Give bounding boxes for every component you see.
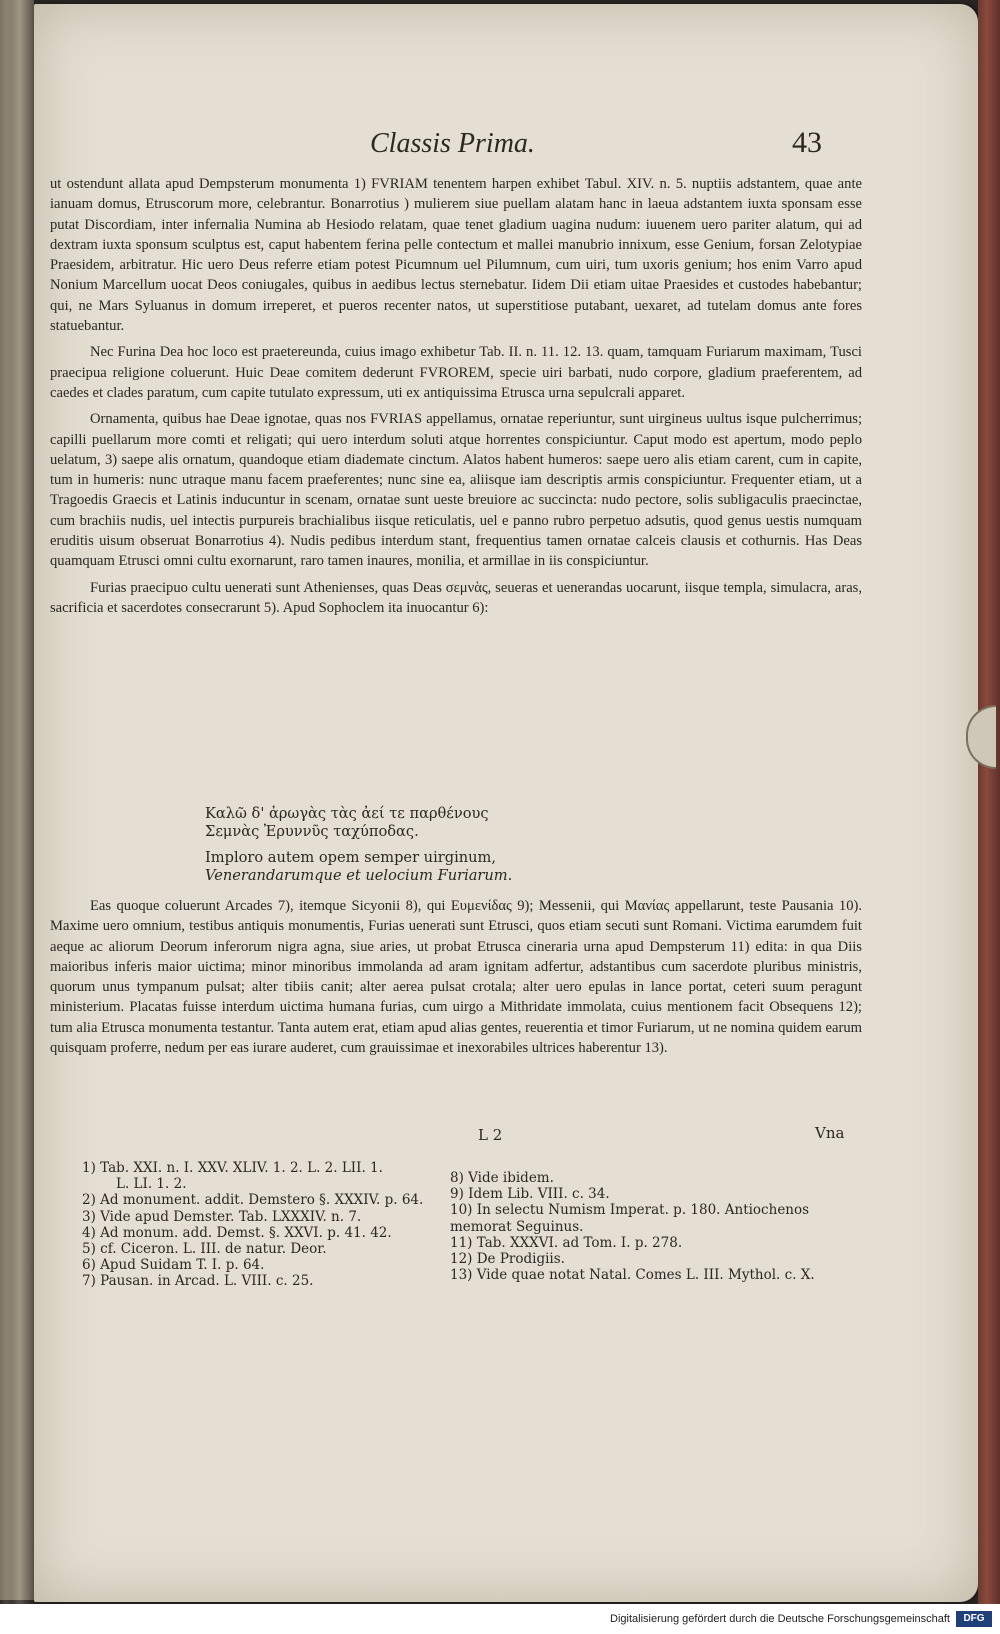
verse-line: Καλῶ δ' ἀρωγὰς τὰς ἀεί τε παρθένους (205, 805, 489, 822)
footnotes-right (450, 1170, 840, 1283)
footnote: 5) cf. Ciceron. L. III. de natur. Deor. (82, 1241, 327, 1258)
running-title: Classis Prima. (370, 128, 535, 159)
footnotes-left (82, 1160, 502, 1290)
page-header (50, 120, 862, 170)
page-number: 43 (792, 126, 822, 159)
footnote: 6) Apud Suidam T. I. p. 64. (82, 1257, 265, 1274)
catchword: Vna (815, 1124, 845, 1142)
footnote: L. LI. 1. 2. (116, 1176, 187, 1193)
footnote: 4) Ad monum. add. Demst. §. XXVI. p. 41. 42. (82, 1224, 392, 1241)
verse-line: Imploro autem opem semper uirginum, (205, 849, 497, 866)
footnote: 11) Tab. XXXVI. ad Tom. I. p. 278. (450, 1234, 683, 1251)
facing-page-edge (0, 0, 34, 1600)
body-text-continued (50, 896, 862, 1064)
verse-line: Venerandarumque et uelocium Furiarum. (205, 867, 513, 884)
paragraph: Nec Furina Dea hoc loco est praetereunda, cuius imago exhibetur Tab. II. n. 11. 12. 13. quam, tamquam Furiarum maximam, Tusci praecipua religione coluerunt. Huic Deae comitem dederunt FVROREM, specie uiri barbati, nudo corpore, gladium praeferentem, ad caedes et clades paratum, cum capite tutulato expressum, uti ex antiquissima Etrusca urna sepulcrali apparet. (50, 344, 862, 401)
funding-notice: Digitalisierung gefördert durch die Deutsche Forschungsgemeinschaft (610, 1613, 950, 1625)
paragraph: Eas quoque coluerunt Arcades 7), itemque Sicyonii 8), qui Ευμενίδας 9); Messenii, qui Μανίας appellarunt, teste Pausania 10). Maxime uero omnium, testibus antiquis monumentis, Furias uenerati sunt Etrusci, quos etiam secuti sunt Romani. Victima earumdem fuit aeque ac aliorum Deorum inferorum nigra agna, siue aries, ut probat Etrusca cineraria urna apud Dempsterum 11) edita: in qua Diis maioribus inferis maior uictima; minor minoribus immolanda ad aram ignitam adfertur, adstantibus cum sacerdote pluribus ministris, quorum unus tympanum pulsat; alter tibiis canit; alter aerea pulsat crotala; alter uero epulas in lance portat, ceteri suum peragunt ministerium. Placatas fuisse interdum uictima humana furias, cum uirgo a Mithridate immolata, cuius mentionem facit Obsequens 12); tum alia Etrusca monumenta testantur. Tanta autem erat, etiam apud alias gentes, reuerentia et timor Furiarum, ut ne nomina quidem earum quisquam proferre, nedum per eas iurare auderet, cum grauissimae et inexorabiles ultrices haberentur 13). (50, 898, 862, 1057)
footnote: 8) Vide ibidem. (450, 1170, 554, 1186)
footnote: 3) Vide apud Demster. Tab. LXXXIV. n. 7. (82, 1208, 362, 1225)
digitization-footer (0, 1604, 1000, 1634)
footnote: 2) Ad monument. addit. Demstero §. XXXIV. p. 64. (82, 1192, 424, 1209)
footnote: 12) De Prodigiis. (450, 1251, 565, 1268)
paragraph: Furias praecipuo cultu uenerati sunt Athenienses, quas Deas σεμνὰς, seueras et uenerandas uocarunt, iisque templa, simulacra, aras, sacrificia et sacerdotes consecrarunt 5). Apud Sophoclem ita inuocantur 6): (50, 579, 862, 616)
footnote: 7) Pausan. in Arcad. L. VIII. c. 25. (82, 1273, 314, 1290)
signature-mark: L 2 (478, 1126, 503, 1144)
paragraph: Ornamenta, quibus hae Deae ignotae, quas nos FVRIAS appellamus, ornatae reperiuntur, sunt uirgineus uultus isque pulcherrimus; capilli puellarum more comti et religati; qui uero interdum soluti atque horrentes conspiciuntur. Caput modo est apertum, modo peplo uelatum, 3) saepe alis ornatum, quandoque etiam diademate cinctum. Alatos habent humeros: saepe uero alis etiam carent, cum in capite, tum in humeris: nunc utraque manu facem praeferentes; nunc sine ea, aliisque iam descriptis armis conspiciuntur. Frequenter etiam, ut a Tragoedis Graecis et Latinis inducuntur in scenam, ornatae sunt ueste breuiore ac succincta: nudo pectore, solis subligaculis praecinctae, cum brachiis nudis, uel intectis purpureis brachialibus iisque reticulatis, uel e panno rubro perpetuo adsutis, quod genus uestis numquam eruditis uisum obseruat Bonarrotius 4). Nudis pedibus interdum stant, frequentius tamen ornatae calceis clausis et cothurnis. Has Deas quamquam Etrusci omni cultu exornarunt, raro tamen inaures, monilia, et armillae in iis conspiciuntur. (50, 411, 862, 570)
footnote: 13) Vide quae notat Natal. Comes L. III. Mythol. c. X. (450, 1267, 815, 1284)
footnote: 9) Idem Lib. VIII. c. 34. (450, 1186, 610, 1203)
paragraph: ut ostendunt allata apud Dempsterum monumenta 1) FVRIAM tenentem harpen exhibet Tabul. XIV. n. 5. nuptiis adstantem, quae ante ianuam domus, Etruscorum more, celebrantur. Bonarrotius ) mulierem siue puellam alatam hanc in laeua adstantem iuxta sponsam esse putat Discordiam, inter infernalia Numina ab Hesiodo relatam, quae tenet gladium uagina nudum: iuuenem uero pariter alatum, qui ad dextram iuxta sponsum sculptus est, caput habentem ferina pelle contectum et mallei manubrio innixum, esse Genium, forsan Zelotypiae Praesidem, arbitratur. Hic uero Deus referre etiam potest Picumnum uel Pilumnum, cum uiri, tum uxoris genium; hos enim Varro apud Nonium Marcellum uocat Deos coniugales, quibus in aedibus lectus sternebatur. Iidem Dii etiam uitae Praesides et custodes habebantur; qui, ne Mars Syluanus in domum irreperet, et pueros recenter natos, ut superstitiose putabant, uexaret, ad tutelam domus ante fores statuebantur. (50, 176, 862, 335)
dfg-logo-icon: DFG (956, 1611, 992, 1627)
book-cover-edge (978, 0, 1000, 1604)
footnote: 10) In selectu Numism Imperat. p. 180. Antiochenos memorat Seguinus. (450, 1202, 810, 1235)
verse-line: Σεμνὰς Ἐρυννῦς ταχύποδας. (205, 823, 419, 840)
footnote: 1) Tab. XXI. n. I. XXV. XLIV. 1. 2. L. 2. LII. 1. (82, 1160, 383, 1176)
body-text (50, 174, 862, 624)
verse-quotation (205, 805, 705, 885)
